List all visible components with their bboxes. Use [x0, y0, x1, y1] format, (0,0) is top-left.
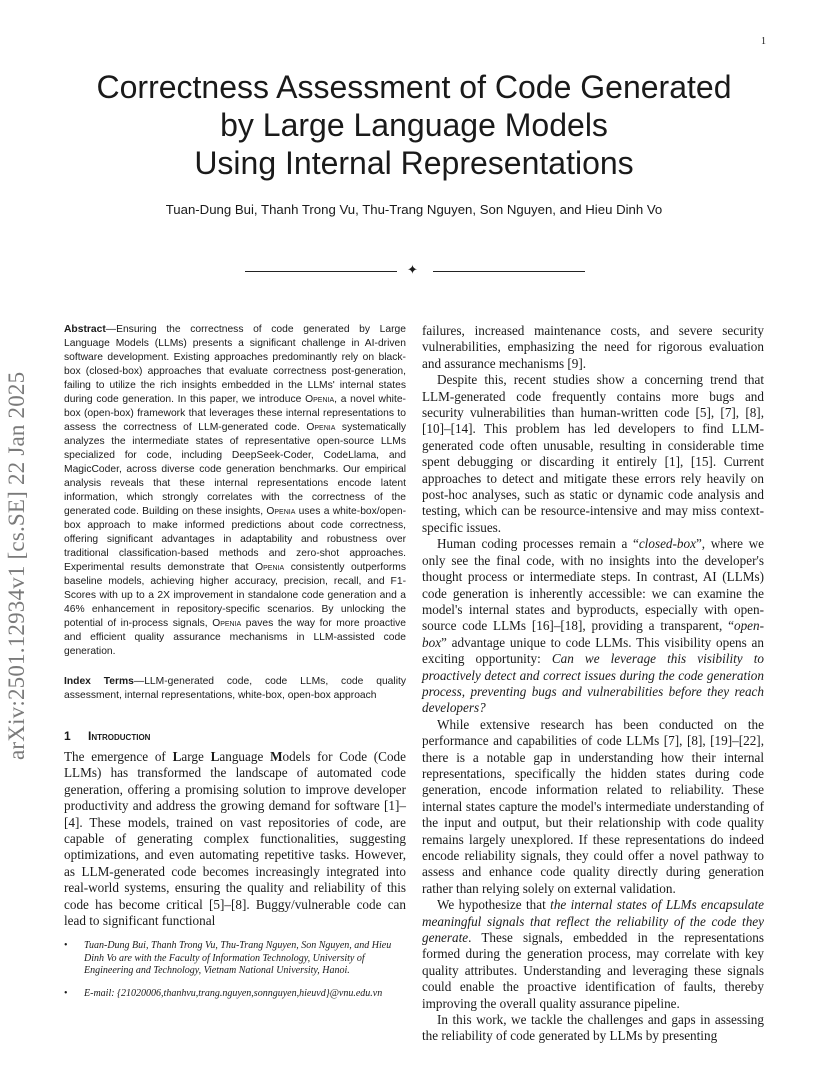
- title-line: Using Internal Representations: [194, 145, 634, 181]
- bullet-icon: •: [64, 940, 68, 951]
- author-list: Tuan-Dung Bui, Thanh Trong Vu, Thu-Trang Nguyen, Son Nguyen, and Hieu Dinh Vo: [165, 202, 663, 217]
- paper-title: [60, 68, 768, 182]
- title-line: by Large Language Models: [220, 107, 608, 143]
- bullet-icon: •: [64, 987, 68, 999]
- body-paragraph: failures, increased maintenance costs, and severe security vulnerabilities, emphasizing the need for rigorous evaluation and assurance mechanisms [9].: [422, 323, 764, 371]
- footnote-email: [64, 988, 406, 1001]
- emphasized-text: open-box: [422, 618, 764, 650]
- framework-name: Openia: [255, 562, 285, 573]
- left-column: [64, 323, 406, 929]
- title-line: Correctness Assessment of Code Generated: [96, 69, 732, 105]
- hypothesis-text: the internal states of LLMs encapsulate meaningful signals that reflect the reliability of the code they generate: [422, 897, 764, 946]
- paragraph-text: ” advantage unique to code LLMs. This visibility opens an exciting opportunity:: [422, 634, 764, 667]
- research-question: Can we leverage this visibility to proactively detect and correct issues during the code generation process, preventing bugs and vulnerabilities before they reach developers?: [422, 651, 764, 716]
- four-point-star-icon: ✦: [407, 262, 418, 277]
- framework-name: Openia: [266, 506, 296, 517]
- abstract-text: systematically analyzes the intermediate states of representative open-source LLMs specialized for code, including DeepSeek-Coder, CodeLlama, and MagicCoder, across diverse code generation benchmarks. Our empirical analysis reveals that these internal representations encode latent information, which strongly correlates with the correctness of the generated code. Building on these insights,: [64, 422, 407, 517]
- index-terms-label: Index Terms: [64, 676, 134, 687]
- index-terms-text: —LLM-generated code, code LLMs, code quality assessment, internal representations, white-box, open-box approach: [64, 676, 406, 701]
- body-paragraph: Despite this, recent studies show a concerning trend that LLM-generated code frequently contains more bugs and security vulnerabilities than human-written code [5], [7], [8], [10]–[14]. This problem has led developers to find LLM-generated code often unusable, resulting in considerable time spent debugging or discarding it entirely [1], [15]. Current approaches to detect and mitigate these errors rely heavily on post-hoc analyses, such as static or dynamic code analysis and testing, which can be resource-intensive and may miss context-specific issues.: [422, 372, 764, 535]
- abstract-text: —Ensuring the correctness of code generated by Large Language Models (LLMs) presents a significant challenge in AI-driven software development. Existing approaches predominantly rely on black-box (closed-box) approaches that evaluate correctness post-generation, failing to utilize the rich insights embedded in the LLMs' internal states during code generation. In this paper, we introduce: [64, 324, 406, 405]
- paragraph-text: Human coding processes remain a “: [437, 536, 639, 552]
- paragraph-text: ”, where we only see the final code, with no insights into the developer's thought process or intermediate steps. In contrast, AI (LLMs) code generation is inherently accessible: we can examine the model's internal states and byproducts, especially with open-source code LLMs [16]–[18], providing a transparent, “: [422, 536, 764, 634]
- section-title: Introduction: [88, 729, 151, 743]
- right-column: [422, 323, 764, 1045]
- framework-name: Openia: [212, 618, 242, 629]
- abstract-label: Abstract: [64, 324, 106, 335]
- body-paragraph: While extensive research has been conducted on the performance and capabilities of code LLMs [7], [8], [19]–[22], there is a notable gap in understanding how their internal representations, specifically the hidden states during code generation, encode information related to reliability. These internal states capture the model's intermediate understanding of the input and output, but their relationship with code quality remains largely unexplored. If these representations do indeed encode reliability signals, they could offer a novel pathway to assess and enhance code quality directly during generation rather than relying solely on external validation.: [422, 716, 764, 896]
- paragraph-text: . These signals, embedded in the representations formed during the generation process, may correlate with key quality attributes. Understanding and leveraging these signals could enable the proactive identification of faults, thereby improving the overall quality assurance pipeline.: [422, 930, 764, 1011]
- index-terms: [64, 675, 406, 703]
- abstract-text: uses a white-box/open-box approach to make informed predictions about code correctness, offering significant advantages in adaptability and robustness over traditional classification-based methods and zero-shot approaches. Experimental results demonstrate that: [64, 506, 406, 573]
- abstract: [64, 323, 406, 659]
- footnote-text: E-mail: {21020006,thanhvu,trang.nguyen,sonnguyen,hieuvd}@vnu.edu.vn: [84, 987, 383, 999]
- paragraph-text: The emergence of: [64, 749, 173, 764]
- abstract-text: , a novel white-box (open-box) framework that leverages these internal representations to assess the correctness of LLM-generated code.: [64, 394, 406, 433]
- framework-name: Openia: [306, 422, 336, 433]
- body-paragraph: [422, 536, 764, 716]
- acronym-letter: L: [172, 749, 182, 764]
- paragraph-text: arge: [181, 749, 211, 764]
- footnote-affiliation: [64, 940, 406, 978]
- paragraph-text: We hypothesize that: [437, 897, 551, 913]
- footnote-text: Tuan-Dung Bui, Thanh Trong Vu, Thu-Trang Nguyen, Son Nguyen, and Hieu Dinh Vo are with the Faculty of Information Technology, University of Engineering and Technology, Vietnam National University, Hanoi.: [84, 940, 392, 976]
- arxiv-identifier: arXiv:2501.12934v1 [cs.SE] 22 Jan 2025: [4, 371, 29, 760]
- page-number: 1: [761, 36, 766, 47]
- section-heading-introduction: [64, 729, 406, 743]
- acronym-letter: M: [270, 749, 283, 764]
- footnotes: [64, 940, 406, 1010]
- divider-line-right: [433, 271, 585, 272]
- framework-name: Openia: [305, 394, 335, 405]
- divider-line-left: [245, 271, 397, 272]
- intro-paragraph: [64, 749, 406, 929]
- section-number: 1: [64, 729, 71, 743]
- acronym-letter: L: [210, 749, 220, 764]
- paragraph-text: odels for Code (Code LLMs) has transformed the landscape of automated code generation, offering a promising solution to improve developer productivity and address the growing demand for software [1]–[4]. These models, trained on vast repositories of code, are capable of generating complex functionalities, suggesting optimizations, and even automating repetitive tasks. However, as LLM-generated code becomes increasingly integrated into real-world systems, ensuring the quality and reliability of this code has become critical [5]–[8]. Buggy/vulnerable code can lead to significant functional: [64, 749, 407, 929]
- paragraph-text: anguage: [219, 749, 271, 764]
- abstract-text: paves the way for more proactive and efficient quality assurance mechanisms in LLM-assisted code generation.: [64, 618, 406, 657]
- emphasized-text: closed-box: [638, 536, 696, 552]
- body-paragraph: [422, 897, 764, 1012]
- title-divider: [245, 262, 585, 279]
- body-paragraph: In this work, we tackle the challenges and gaps in assessing the reliability of code generated by LLMs by presenting: [422, 1012, 764, 1044]
- abstract-text: consistently outperforms baseline models, achieving higher accuracy, precision, recall, and F1-Scores with up to a 2X improvement in standalone code generation and a 46% enhancement in repository-specific scenarios. By unlocking the potential of in-process signals,: [64, 562, 406, 629]
